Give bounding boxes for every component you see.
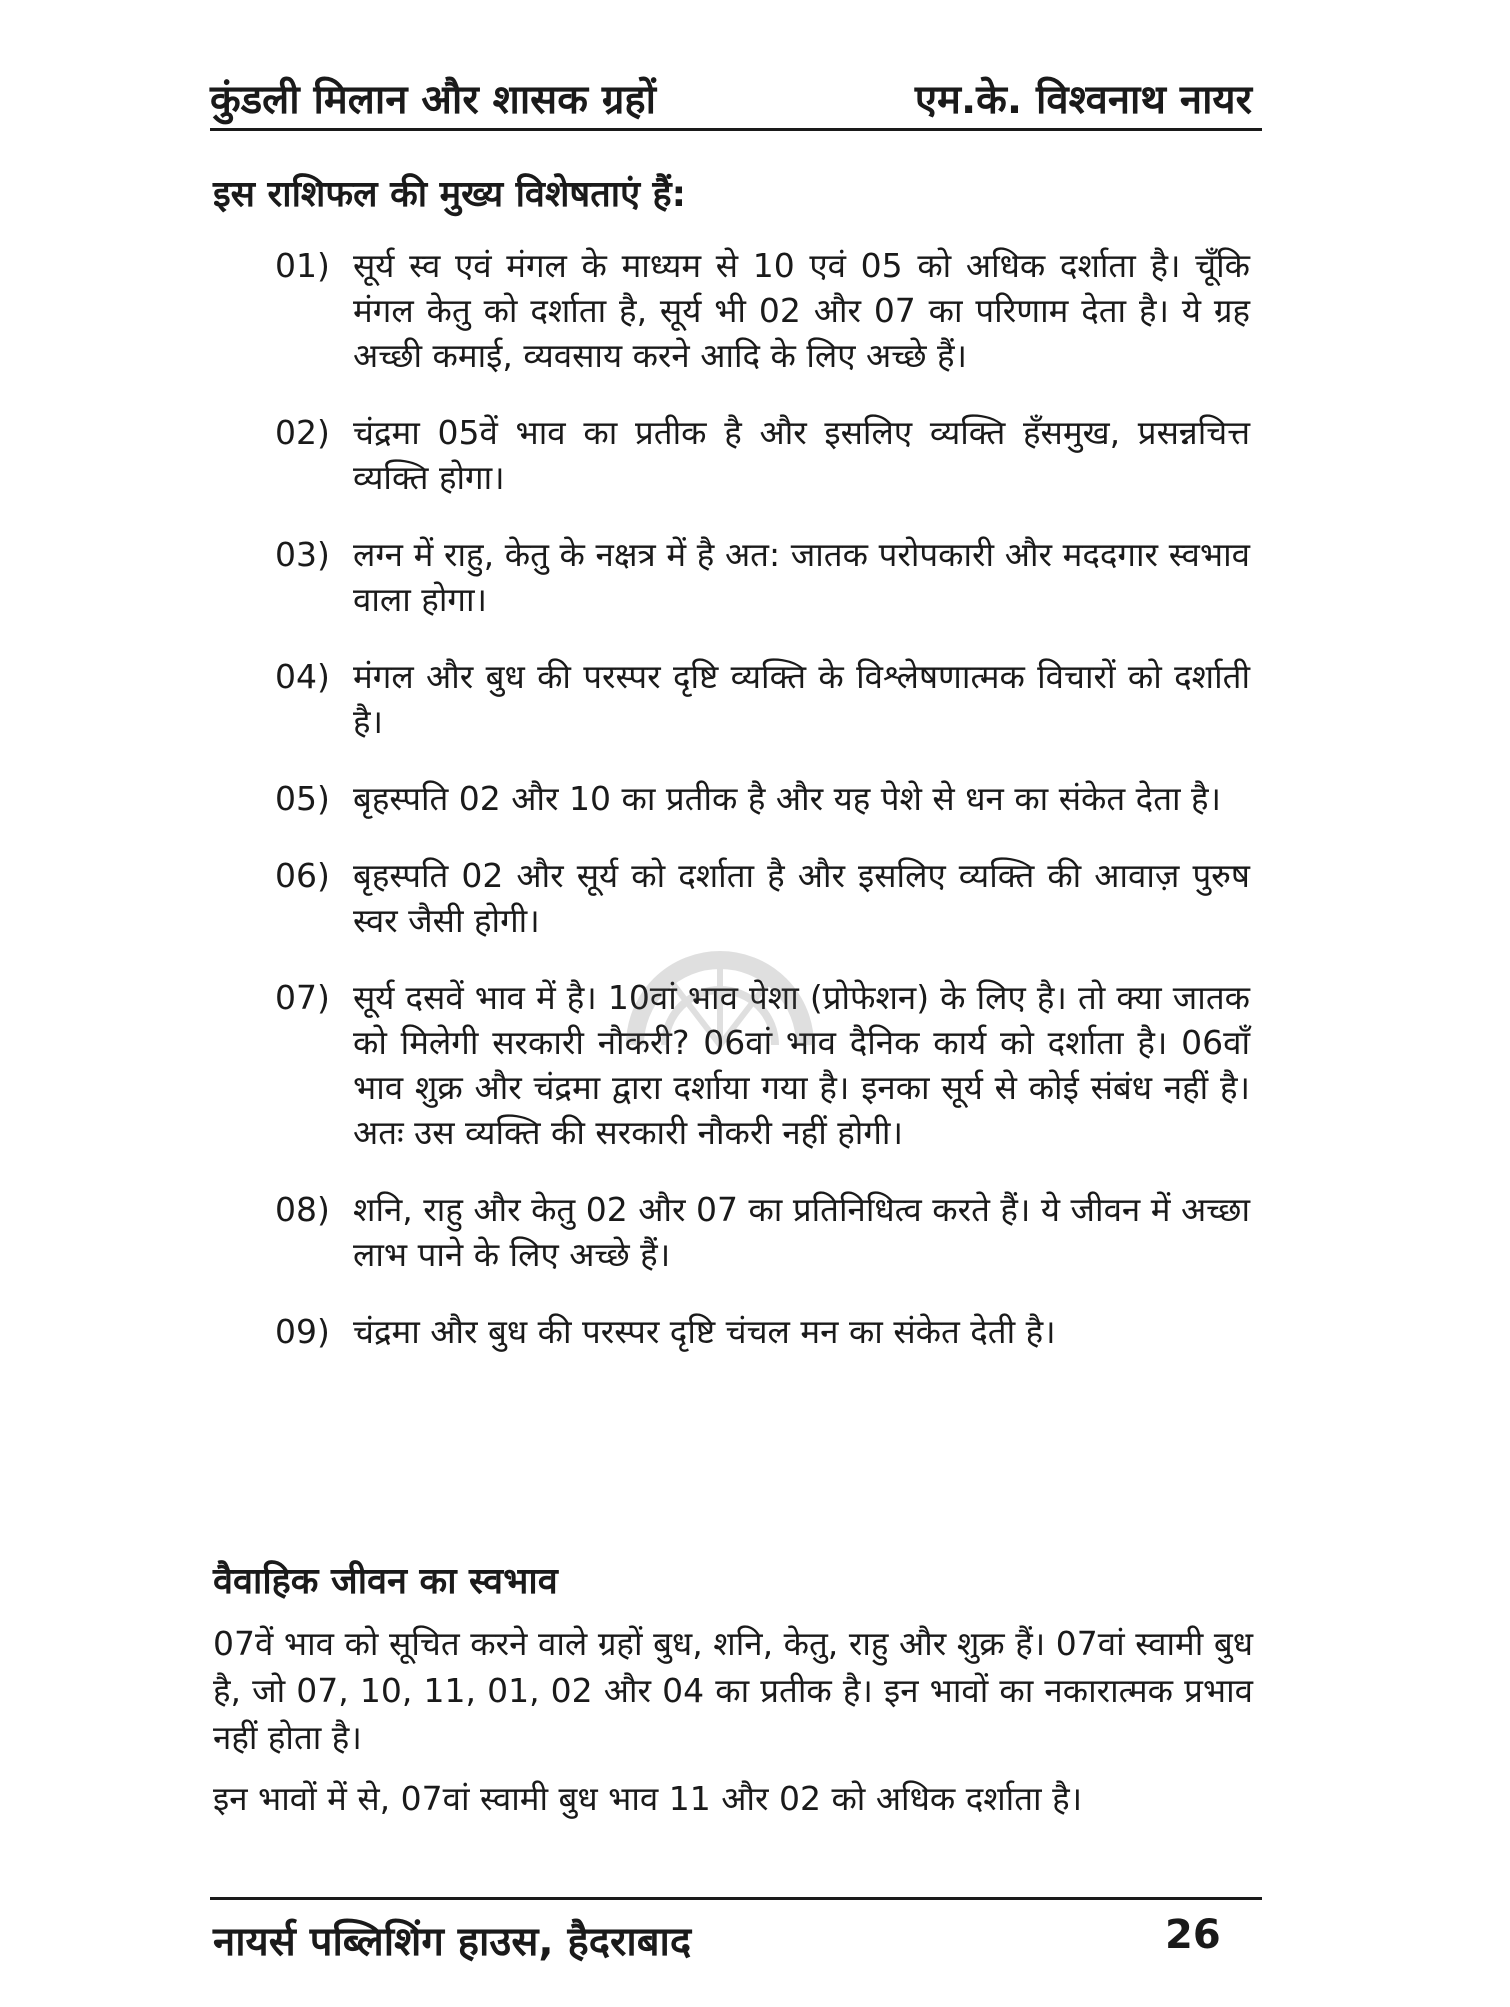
author-name: एम.के. विश्वनाथ नायर <box>914 77 1252 123</box>
item-text: सूर्य स्व एवं मंगल के माध्यम से 10 एवं 05 को अधिक दर्शाता है। चूँकि मंगल केतु को दर्शाता है, सूर्य भी 02 और 07 का परिणाम देता है। ये ग्रह अच्छी कमाई, व्यवसाय करने आदि के लिए अच्छे हैं। <box>353 246 1250 375</box>
page-number: 26 <box>1165 1912 1221 1958</box>
list-item <box>275 654 1250 744</box>
book-title: कुंडली मिलान और शासक ग्रहों <box>210 77 657 123</box>
item-text: शनि, राहु और केतु 02 और 07 का प्रतिनिधित्व करते हैं। ये जीवन में अच्छा लाभ पाने के लिए अच्छे हैं। <box>353 1190 1250 1274</box>
item-number: 01) <box>275 246 330 285</box>
list-item <box>275 243 1250 378</box>
item-text: बृहस्पति 02 और 10 का प्रतीक है और यह पेशे से धन का संकेत देता है। <box>353 779 1222 818</box>
marital-paragraph-2: इन भावों में से, 07वां स्वामी बुध भाव 11 और 02 को अधिक दर्शाता है। <box>213 1779 1083 1818</box>
item-text: मंगल और बुध की परस्पर दृष्टि व्यक्ति के विश्लेषणात्मक विचारों को दर्शाती है। <box>353 657 1250 741</box>
marital-paragraph-1: 07वें भाव को सूचित करने वाले ग्रहों बुध, शनि, केतु, राहु और शुक्र हैं। 07वां स्वामी बुध है, जो 07, 10, 11, 01, 02 और 04 का प्रतीक है। इन भावों का नकारात्मक प्रभाव नहीं होता है। <box>213 1624 1253 1757</box>
item-text: चंद्रमा और बुध की परस्पर दृष्टि चंचल मन का संकेत देती है। <box>353 1312 1056 1351</box>
item-text: सूर्य दसवें भाव में है। 10वां भाव पेशा (प्रोफेशन) के लिए है। तो क्या जातक को मिलेगी सरकारी नौकरी? 06वां भाव दैनिक कार्य को दर्शाता है। 06वाँ भाव शुक्र और चंद्रमा द्वारा दर्शाया गया है। इनका सूर्य से कोई संबंध नहीं है। अतः उस व्यक्ति की सरकारी नौकरी नहीं होगी। <box>353 978 1250 1152</box>
list-item <box>275 1309 1250 1354</box>
list-item <box>275 532 1250 622</box>
list-item <box>275 410 1250 500</box>
features-heading: इस राशिफल की मुख्य विशेषताएं हैं: <box>213 174 687 215</box>
list-item <box>275 776 1250 821</box>
item-number: 06) <box>275 856 330 895</box>
footer-divider <box>210 1897 1262 1900</box>
item-number: 07) <box>275 978 330 1017</box>
item-number: 08) <box>275 1190 330 1229</box>
item-number: 02) <box>275 413 330 452</box>
page-header <box>210 70 1260 130</box>
item-number: 05) <box>275 779 330 818</box>
publisher-name: नायर्स पब्लिशिंग हाउस, हैदराबाद <box>213 1919 692 1965</box>
item-text: लग्न में राहु, केतु के नक्षत्र में है अत: जातक परोपकारी और मददगार स्वभाव वाला होगा। <box>353 535 1250 619</box>
header-divider <box>210 128 1262 131</box>
features-list <box>275 243 1250 1386</box>
marital-heading: वैवाहिक जीवन का स्वभाव <box>213 1561 558 1602</box>
item-number: 04) <box>275 657 330 696</box>
item-number: 09) <box>275 1312 330 1351</box>
item-number: 03) <box>275 535 330 574</box>
list-item <box>275 1187 1250 1277</box>
item-text: चंद्रमा 05वें भाव का प्रतीक है और इसलिए व्यक्ति हँसमुख, प्रसन्नचित्त व्यक्ति होगा। <box>353 413 1250 497</box>
item-text: बृहस्पति 02 और सूर्य को दर्शाता है और इसलिए व्यक्ति की आवाज़ पुरुष स्वर जैसी होगी। <box>353 856 1250 940</box>
watermark-emblem-icon <box>615 895 825 1075</box>
